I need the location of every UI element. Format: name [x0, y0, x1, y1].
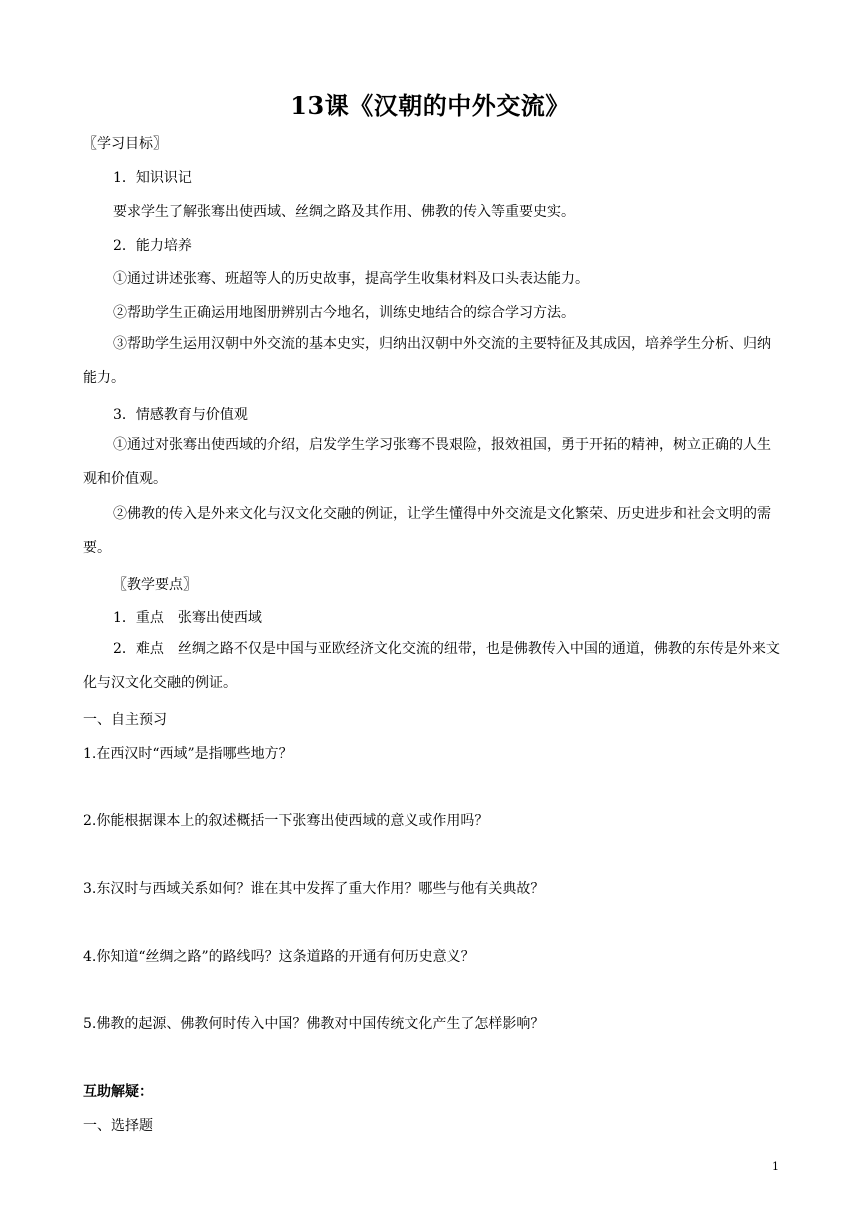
points-header: 〖教学要点〗	[113, 577, 197, 593]
goals-header: 〖学习目标〗	[83, 136, 167, 152]
goal-ability-heading: 2．能力培养	[113, 238, 192, 254]
goal-ability-item-3: ③帮助学生运用汉朝中外交流的基本史实，归纳出汉朝中外交流的主要特征及其成因，培养学生分析、归纳能力。	[83, 336, 771, 386]
goal-knowledge-text: 要求学生了解张骞出使西域、丝绸之路及其作用、佛教的传入等重要史实。	[113, 204, 575, 220]
goal-ability-item-1: ①通过讲述张骞、班超等人的历史故事，提高学生收集材料及口头表达能力。	[113, 271, 589, 287]
question-3: 3.东汉时与西域关系如何？谁在其中发挥了重大作用？哪些与他有关典故？	[83, 881, 545, 897]
page-number: 1	[772, 1160, 779, 1173]
mutual-help-heading: 互助解疑：	[83, 1084, 153, 1100]
point-key: 1．重点 张骞出使西域	[113, 610, 262, 626]
goal-values-item-2: ②佛教的传入是外来文化与汉文化交融的例证，让学生懂得中外交流是文化繁荣、历史进步和社会文明的需要。	[83, 506, 771, 556]
goal-ability-item-2: ②帮助学生正确运用地图册辨别古今地名，训练史地结合的综合学习方法。	[113, 305, 575, 321]
section-self-preview: 一、自主预习	[83, 712, 167, 728]
goal-knowledge-heading: 1．知识识记	[113, 170, 192, 186]
document-title: 13课《汉朝的中外交流》	[290, 91, 570, 120]
section-choice-questions: 一、选择题	[83, 1118, 153, 1134]
goal-values-heading: 3．情感教育与价值观	[113, 407, 248, 423]
point-difficult: 2．难点 丝绸之路不仅是中国与亚欧经济文化交流的纽带，也是佛教传入中国的通道，佛教的东传是外来文化与汉文化交融的例证。	[83, 641, 780, 691]
question-1: 1.在西汉时“西域”是指哪些地方？	[83, 746, 293, 762]
question-2: 2.你能根据课本上的叙述概括一下张骞出使西域的意义或作用吗？	[83, 813, 489, 829]
question-5: 5.佛教的起源、佛教何时传入中国？佛教对中国传统文化产生了怎样影响？	[83, 1016, 545, 1032]
goal-values-item-1: ①通过对张骞出使西域的介绍，启发学生学习张骞不畏艰险，报效祖国，勇于开拓的精神，树立正确的人生观和价值观。	[83, 437, 771, 487]
question-4: 4.你知道“丝绸之路”的路线吗？这条道路的开通有何历史意义？	[83, 949, 475, 965]
